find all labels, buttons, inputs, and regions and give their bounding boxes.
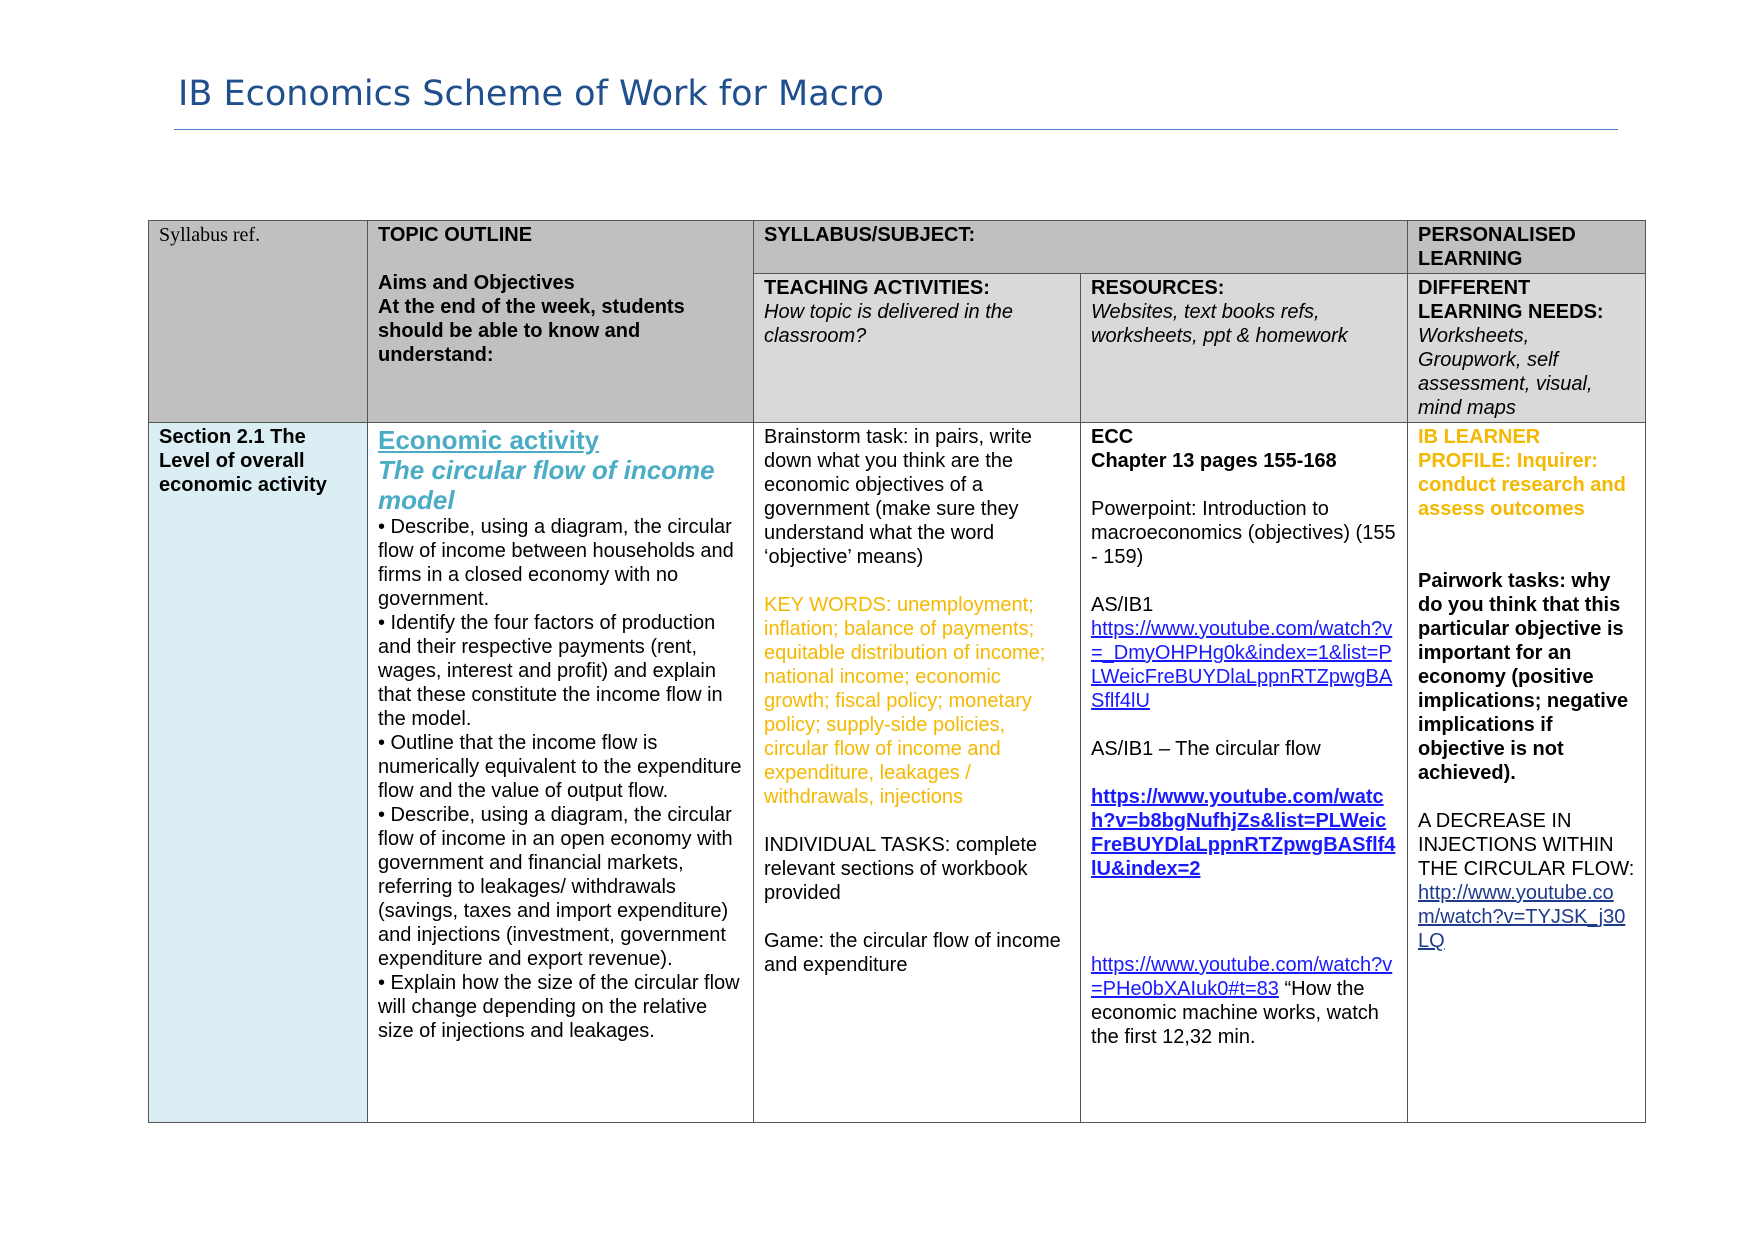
youtube-link-4[interactable]: http://www.youtube.com/watch?v=TYJSK_j30LQ xyxy=(1418,882,1626,952)
topic-outline-label: TOPIC OUTLINE xyxy=(378,224,533,246)
learning-needs-cell xyxy=(1408,423,1646,1123)
spacer xyxy=(1091,761,1397,785)
syllabus-subject-header: SYLLABUS/SUBJECT: xyxy=(754,221,1408,274)
textbook-ref: ECC xyxy=(1091,426,1134,448)
individual-tasks: INDIVIDUAL TASKS: complete relevant sections of workbook provided xyxy=(764,834,1038,904)
spacer xyxy=(1418,785,1635,809)
objective-item: • Identify the four factors of production and their respective payments (rent, wages, interest and profit) and explain that these constitute the income flow in the model. xyxy=(378,612,723,730)
pairwork-task: Pairwork tasks: why do you think that this particular objective is important for an economy (positive implications; negative implications if objective is not achieved). xyxy=(1418,570,1629,784)
decrease-injections: A DECREASE IN INJECTIONS WITHIN THE CIRCULAR FLOW: xyxy=(1418,810,1635,880)
chapter-ref: Chapter 13 pages 155-168 xyxy=(1091,450,1337,472)
asib1-label: AS/IB1 xyxy=(1091,594,1154,616)
resources-header xyxy=(1081,274,1408,423)
spacer xyxy=(1091,905,1397,929)
spacer xyxy=(1418,545,1635,569)
game-task: Game: the circular flow of income and expenditure xyxy=(764,930,1061,976)
needs-title: DIFFERENT LEARNING NEEDS: xyxy=(1418,277,1604,323)
spacer xyxy=(764,905,1070,929)
spacer xyxy=(1091,713,1397,737)
syllabus-ref-header: Syllabus ref. xyxy=(149,221,368,423)
spacer xyxy=(378,247,743,271)
objective-item: • Describe, using a diagram, the circular flow of income in an open economy with government and financial markets, referring to leakages/ withdrawals (savings, taxes and import expenditure) and injections (investment, government expenditure and export revenue). xyxy=(378,804,733,970)
personalised-learning-header: PERSONALISED LEARNING xyxy=(1408,221,1646,274)
youtube-link-2[interactable]: https://www.youtube.com/watch?v=b8bgNufhjZs&list=PLWeicFreBUYDlaLppnRTZpwgBASflf4lU&index=2 xyxy=(1091,786,1396,880)
spacer xyxy=(764,809,1070,833)
topic-subheading: The circular flow of income model xyxy=(378,455,715,515)
key-words: KEY WORDS: unemployment; inflation; balance of payments; equitable distribution of income; national income; economic growth; fiscal policy; monetary policy; supply-side policies, circular flow of income and expenditure, leakages / withdrawals, injections xyxy=(764,594,1046,808)
spacer xyxy=(1091,929,1397,953)
teaching-activities-header xyxy=(754,274,1081,423)
page-title: IB Economics Scheme of Work for Macro xyxy=(178,74,884,114)
topic-heading: Economic activity xyxy=(378,425,600,455)
spacer xyxy=(1418,521,1635,545)
brainstorm-task: Brainstorm task: in pairs, write down what you think are the economic objectives of a government (make sure they understand what the word ‘objective’ means) xyxy=(764,426,1032,568)
topic-outline-cell xyxy=(368,423,754,1123)
spacer xyxy=(1091,569,1397,593)
spacer xyxy=(764,569,1070,593)
resources-cell xyxy=(1081,423,1408,1123)
teaching-title: TEACHING ACTIVITIES: xyxy=(764,277,990,299)
spacer xyxy=(1091,881,1397,905)
objective-item: • Outline that the income flow is numerically equivalent to the expenditure flow and the value of output flow. xyxy=(378,732,742,802)
objective-item: • Explain how the size of the circular flow will change depending on the relative size of injections and leakages. xyxy=(378,972,740,1042)
needs-subtitle: Worksheets, Groupwork, self assessment, visual, mind maps xyxy=(1418,325,1593,419)
learning-needs-header xyxy=(1408,274,1646,423)
powerpoint-ref: Powerpoint: Introduction to macroeconomics (objectives) (155 - 159) xyxy=(1091,498,1396,568)
teaching-subtitle: How topic is delivered in the classroom? xyxy=(764,301,1014,347)
resources-subtitle: Websites, text books refs, worksheets, ppt & homework xyxy=(1091,301,1348,347)
aims-subtitle: At the end of the week, students should be able to know and understand: xyxy=(378,296,685,366)
topic-outline-header xyxy=(368,221,754,423)
section-cell: Section 2.1 The Level of overall economic activity xyxy=(149,423,368,1123)
circular-flow-label: AS/IB1 – The circular flow xyxy=(1091,738,1321,760)
scheme-of-work-table xyxy=(148,220,1646,1123)
spacer xyxy=(1091,473,1397,497)
youtube-link-3[interactable]: https://www.youtube.com/watch?v=PHe0bXAIuk0#t=83 xyxy=(1091,954,1393,1000)
objective-item: • Describe, using a diagram, the circular flow of income between households and firms in a closed economy with no government. xyxy=(378,516,734,610)
aims-title: Aims and Objectives xyxy=(378,272,575,294)
learner-profile: IB LEARNER PROFILE: Inquirer: conduct research and assess outcomes xyxy=(1418,426,1626,520)
resources-title: RESOURCES: xyxy=(1091,277,1225,299)
title-divider xyxy=(174,129,1618,130)
youtube-link-1[interactable]: https://www.youtube.com/watch?v=_DmyOHPHg0k&index=1&list=PLWeicFreBUYDlaLppnRTZpwgBASflf4lU xyxy=(1091,618,1393,712)
teaching-activities-cell xyxy=(754,423,1081,1123)
link-3-note: “How the economic machine works, watch the first 12,32 min. xyxy=(1091,978,1379,1048)
